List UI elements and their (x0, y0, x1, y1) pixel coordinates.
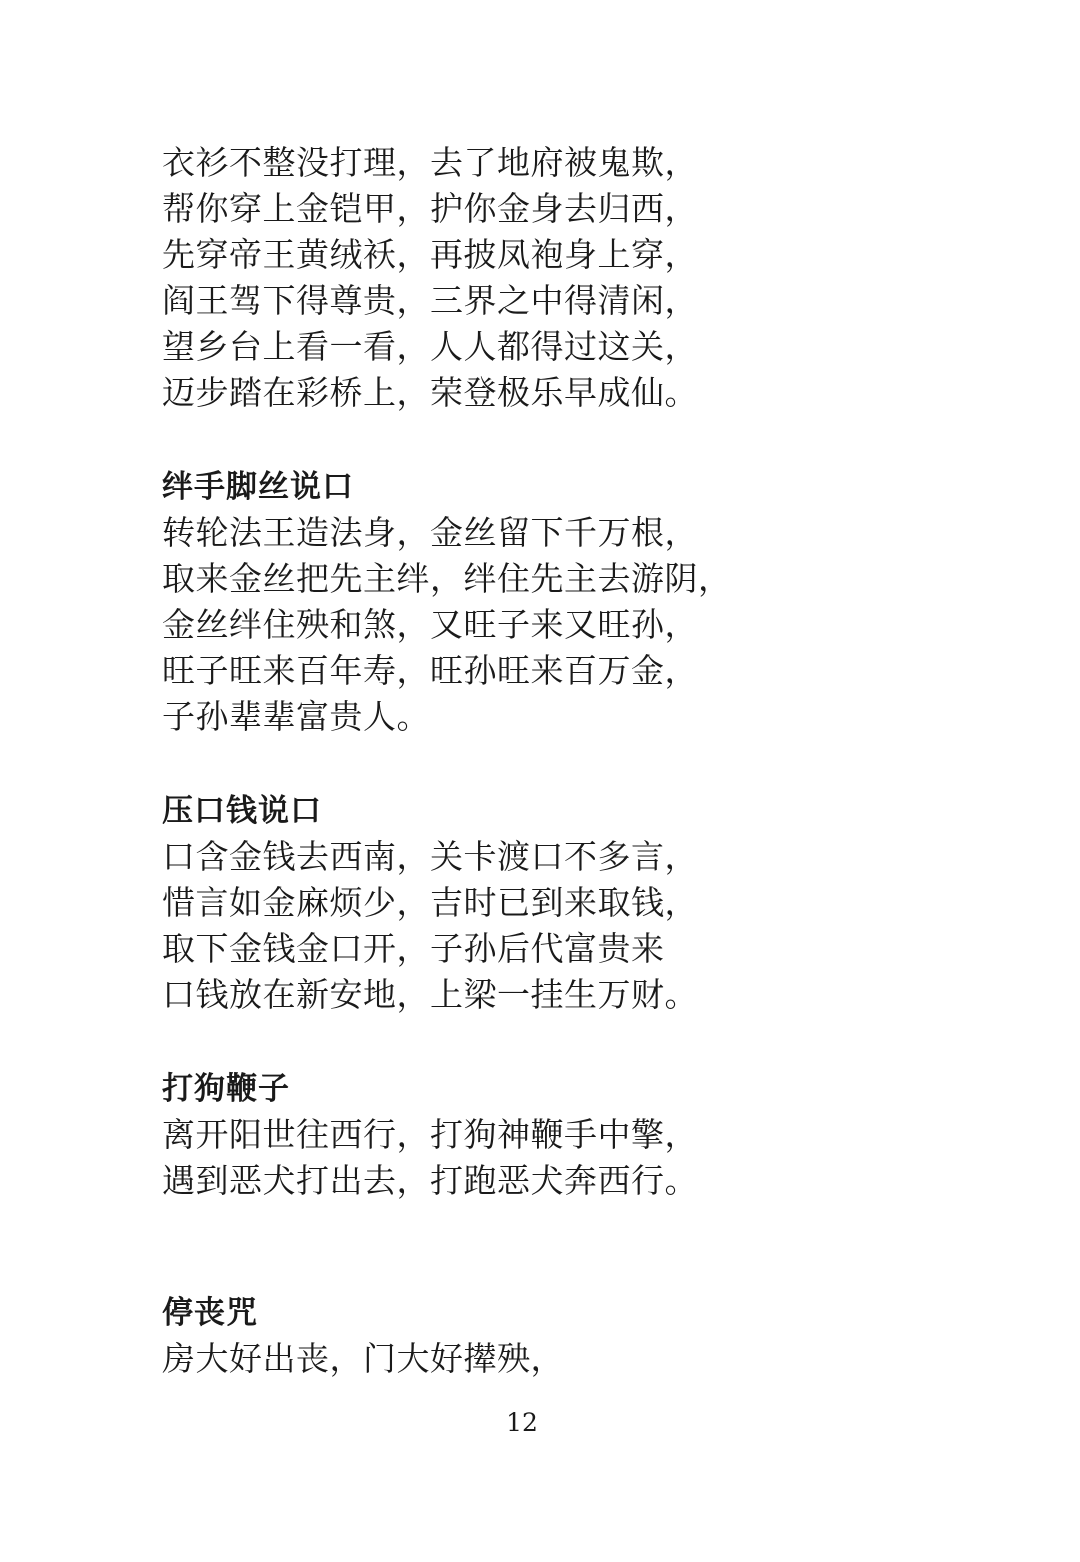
document-page (162, 140, 962, 1382)
section-bansi (162, 464, 962, 740)
verse-line: 取来金丝把先主绊，绊住先主去游阴， (162, 559, 732, 598)
section-heading: 绊手脚丝说口 (162, 469, 354, 505)
verse-line: 阎王驾下得尊贵，三界之中得清闲， (162, 281, 698, 320)
verse-line: 取下金钱金口开，子孙后代富贵来 (162, 929, 665, 968)
verse-line: 房大好出丧，门大好撵殃， (162, 1339, 564, 1378)
verse-line: 金丝绊住殃和煞，又旺子来又旺孙， (162, 605, 698, 644)
verse-line: 望乡台上看一看，人人都得过这关， (162, 327, 698, 366)
section-heading: 停丧咒 (162, 1295, 258, 1331)
verse-line: 离开阳世往西行，打狗神鞭手中擎， (162, 1115, 698, 1154)
verse-line: 遇到恶犬打出去，打跑恶犬奔西行。 (162, 1161, 698, 1200)
page-number: 12 (506, 1408, 538, 1437)
verse-line: 帮你穿上金铠甲，护你金身去归西， (162, 189, 698, 228)
section-yakouqian (162, 788, 962, 1018)
verse-line: 口含金钱去西南，关卡渡口不多言， (162, 837, 698, 876)
section-dagoubianzi (162, 1066, 962, 1204)
section-heading: 打狗鞭子 (162, 1071, 290, 1107)
verse-line: 先穿帝王黄绒袄，再披凤袍身上穿， (162, 235, 698, 274)
verse-line: 旺子旺来百年寿，旺孙旺来百万金， (162, 651, 698, 690)
verse-line: 转轮法王造法身，金丝留下千万根， (162, 513, 698, 552)
verse-line: 子孙辈辈富贵人。 (162, 697, 430, 736)
verse-line: 衣衫不整没打理，去了地府被鬼欺， (162, 143, 698, 182)
verse-line: 口钱放在新安地，上梁一挂生万财。 (162, 975, 698, 1014)
verse-line: 迈步踏在彩桥上，荣登极乐早成仙。 (162, 373, 698, 412)
intro-verse (162, 140, 962, 416)
section-tingsangzhou (162, 1290, 962, 1382)
section-heading: 压口钱说口 (162, 793, 322, 829)
verse-line: 惜言如金麻烦少，吉时已到来取钱， (162, 883, 698, 922)
